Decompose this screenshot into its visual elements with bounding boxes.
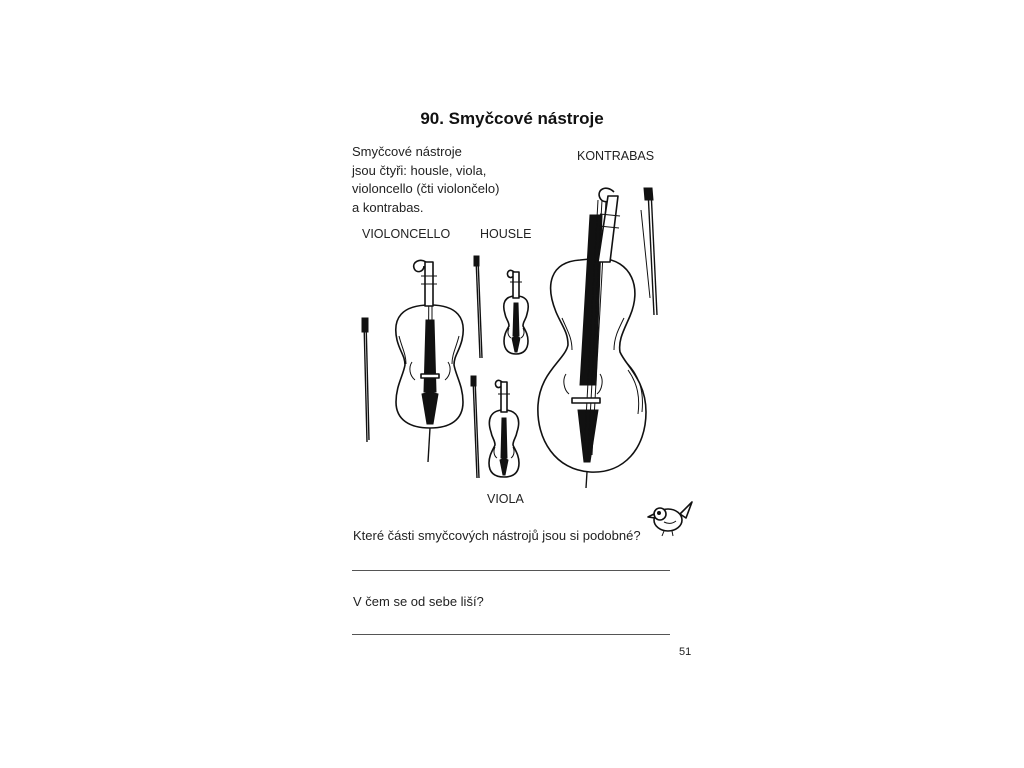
intro-line: a kontrabas.: [352, 199, 424, 215]
answer-line[interactable]: [352, 634, 670, 635]
viola-icon: [489, 380, 519, 477]
label-viola: VIOLA: [487, 492, 524, 506]
viola-bow-icon: [471, 376, 479, 478]
intro-line: jsou čtyři: housle, viola,: [352, 162, 487, 178]
page-title: 90. Smyčcové nástroje: [420, 109, 604, 128]
housle-bow-icon: [474, 256, 482, 358]
label-housle: HOUSLE: [480, 227, 532, 241]
housle-icon: [504, 270, 528, 354]
question-differences: V čem se od sebe liší?: [353, 594, 484, 609]
page-number: 51: [679, 646, 692, 658]
violoncello-icon: [396, 260, 463, 462]
kontrabas-icon: [538, 188, 646, 488]
label-kontrabas: KONTRABAS: [577, 149, 655, 163]
violoncello-bow-icon: [362, 318, 369, 442]
intro-line: violoncello (čti violončelo): [352, 181, 500, 196]
question-similarities: Které části smyčcových nástrojů jsou si podobné?: [353, 528, 641, 543]
bird-icon: [648, 502, 692, 536]
label-violoncello: VIOLONCELLO: [362, 227, 451, 241]
answer-line[interactable]: [352, 570, 670, 571]
kontrabas-bow-icon: [641, 188, 657, 315]
intro-line: Smyčcové nástroje: [352, 144, 462, 159]
